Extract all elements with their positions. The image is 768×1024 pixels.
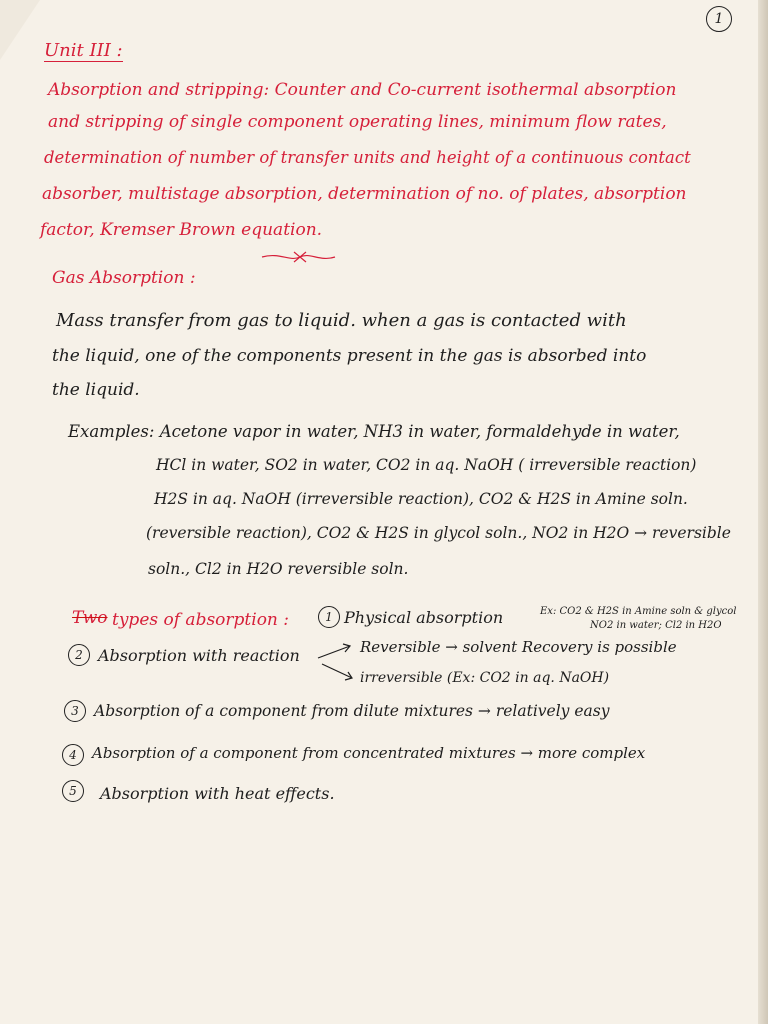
syllabus-line: Absorption and stripping: Counter and Co-current isothermal absorption	[48, 80, 677, 100]
examples-line: (reversible reaction), CO2 & H2S in glycol soln., NO2 in H2O → reversible	[146, 524, 731, 542]
type-concentrated: Absorption of a component from concentrated mixtures → more complex	[92, 744, 646, 762]
section-heading: Gas Absorption :	[52, 268, 196, 288]
syllabus-line: determination of number of transfer units and height of a continuous contact	[44, 148, 691, 167]
types-intro: types of absorption :	[112, 610, 290, 630]
examples-line: Examples: Acetone vapor in water, NH3 in water, formaldehyde in water,	[68, 422, 680, 441]
number-badge: 1	[318, 606, 340, 628]
number-badge: 2	[68, 644, 90, 666]
number-badge: 3	[64, 700, 86, 722]
type-physical-note: Ex: CO2 & H2S in Amine soln & glycol	[540, 606, 737, 617]
page-number: 1	[706, 6, 732, 32]
type-physical-note: NO2 in water; Cl2 in H2O	[590, 620, 722, 631]
number-badge: 5	[62, 780, 84, 802]
definition-line: Mass transfer from gas to liquid. when a gas is contacted with	[56, 310, 627, 331]
examples-line: soln., Cl2 in H2O reversible soln.	[148, 560, 409, 578]
syllabus-line: and stripping of single component operating lines, minimum flow rates,	[48, 112, 667, 132]
type-heat: Absorption with heat effects.	[100, 784, 335, 803]
number-badge: 4	[62, 744, 84, 766]
type-reaction: Absorption with reaction	[98, 646, 300, 665]
definition-line: the liquid, one of the components present in the gas is absorbed into	[52, 346, 647, 366]
examples-line: HCl in water, SO2 in water, CO2 in aq. NaOH ( irreversible reaction)	[156, 456, 697, 474]
syllabus-line: absorber, multistage absorption, determination of no. of plates, absorption	[42, 184, 687, 204]
type-reaction-irreversible: irreversible (Ex: CO2 in aq. NaOH)	[360, 670, 610, 686]
unit-heading: Unit III :	[44, 40, 123, 61]
struck-word: Two	[72, 608, 108, 628]
examples-line: H2S in aq. NaOH (irreversible reaction), CO2 & H2S in Amine soln.	[154, 490, 688, 508]
type-dilute: Absorption of a component from dilute mixtures → relatively easy	[94, 702, 610, 720]
type-reaction-reversible: Reversible → solvent Recovery is possible	[360, 638, 677, 656]
syllabus-line: factor, Kremser Brown equation.	[40, 220, 323, 240]
definition-line: the liquid.	[52, 380, 140, 400]
type-physical: Physical absorption	[344, 608, 504, 627]
